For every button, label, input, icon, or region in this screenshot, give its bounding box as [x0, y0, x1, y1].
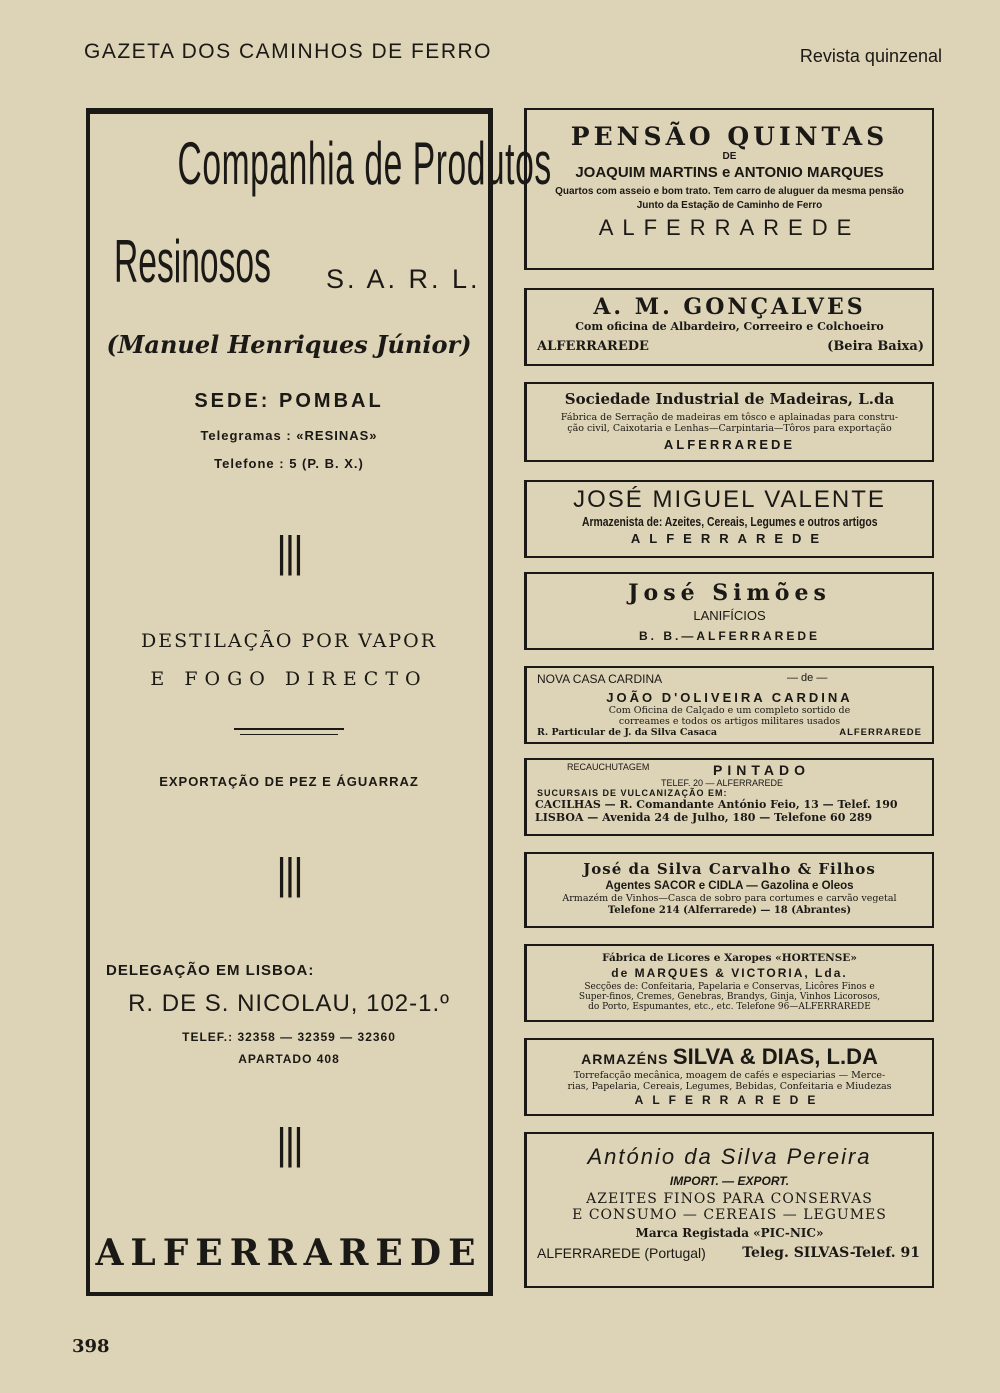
destilacao-line2: E FOGO DIRECTO — [150, 668, 428, 690]
journal-tagline: Revista quinzenal — [799, 46, 942, 66]
ad-town: B. B.—ALFERRAREDE — [638, 629, 820, 643]
ad-line: Armazém de Vinhos—Casca de sobro para cortumes e carvão vegetal — [562, 893, 897, 904]
ad-line: Marca Registada «PIC-NIC» — [635, 1226, 824, 1240]
company-title-line1: Companhia de Produtos — [177, 130, 552, 197]
main-advertisement — [86, 108, 552, 1296]
destilacao-line1: DESTILAÇÃO POR VAPOR — [140, 630, 438, 652]
ad-pensao-quintas — [524, 108, 934, 270]
ad-line: AZEITES FINOS PARA CONSERVAS — [586, 1191, 873, 1207]
company-owner: (Manuel Henriques Júnior) — [106, 330, 472, 359]
ad-name: A. M. GONÇALVES — [593, 294, 866, 320]
ad-name: JOSÉ MIGUEL VALENTE — [573, 486, 886, 513]
ad-street: R. Particular de J. da Silva Casaca — [537, 727, 718, 738]
ad-line: Super-finos, Cremes, Genebras, Brandys, Ginja, Vinhos Licorosos, — [578, 992, 881, 1002]
ad-town: ALFERRAREDE — [634, 1093, 825, 1107]
ad-line: TELEF. 20 — ALFERRAREDE — [661, 778, 784, 788]
ad-pintado — [524, 758, 934, 836]
delegacao-label: DELEGAÇÃO EM LISBOA: — [106, 962, 315, 979]
lisbon-apartado: APARTADO 408 — [238, 1052, 340, 1066]
ad-line: ção civil, Caixotaria e Lenhas—Carpintaria—Tôros para exportação — [567, 423, 892, 434]
divider-bars: ||| — [276, 1119, 302, 1169]
ad-line: do Porto, Espumantes, etc., etc. Telefone 96—ALFERRAREDE — [588, 1002, 871, 1012]
ad-town: ALFERRAREDE — [839, 727, 922, 738]
ad-line: Armazenista de: Azeites, Cereais, Legumes e outros artigos — [581, 514, 878, 529]
ad-name: Sociedade Industrial de Madeiras, L.da — [564, 390, 895, 408]
ad-line: Agentes SACOR e CIDLA — Gazolina e Oleos — [605, 880, 854, 892]
ad-town: ALFERRAREDE — [598, 215, 861, 240]
divider-rule — [234, 728, 344, 730]
ad-prefix: ARMAZÉNS — [581, 1051, 669, 1067]
ad-silva-pereira — [524, 1132, 934, 1288]
exportacao: EXPORTAÇÃO DE PEZ E ÁGUARRAZ — [159, 774, 419, 789]
ad-hortense — [524, 944, 934, 1022]
ad-line: Com oficina de Albardeiro, Correeiro e Colchoeiro — [575, 320, 884, 333]
ad-town: ALFERRAREDE — [537, 339, 649, 354]
ad-region: (Beira Baixa) — [827, 339, 924, 354]
ad-name: José da Silva Carvalho & Filhos — [583, 860, 876, 878]
ad-owners: JOAQUIM MARTINS e ANTONIO MARQUES — [575, 164, 884, 181]
ad-line: Secções de: Confeitaria, Papelaria e Conservas, Licôres Finos e — [584, 982, 875, 992]
ad-line: SUCURSAIS DE VULCANIZAÇÃO EM: — [537, 788, 728, 798]
ad-cardina — [524, 666, 934, 744]
divider-rule-thin — [240, 734, 338, 735]
ad-name: PENSÃO QUINTAS — [570, 122, 889, 151]
ad-line: Telefone 214 (Alferrarede) — 18 (Abrantes) — [607, 905, 852, 916]
ad-connector: — de — — [787, 672, 828, 684]
ad-line: Junto da Estação de Caminho de Ferro — [636, 200, 823, 211]
ad-line: LANIFÍCIOS — [693, 608, 766, 623]
ad-title: NOVA CASA CARDINA — [537, 672, 663, 686]
ad-connector: DE — [722, 151, 737, 162]
ad-name: de MARQUES & VICTORIA, Lda. — [611, 966, 848, 980]
divider-bars: ||| — [276, 849, 302, 899]
ad-line: IMPORT. — EXPORT. — [669, 1174, 790, 1188]
ad-simoes — [524, 572, 934, 650]
divider-bars: ||| — [276, 527, 302, 577]
company-title-line2: Resinosos — [114, 228, 271, 295]
ad-label: RECAUCHUTAGEM — [567, 762, 650, 772]
ad-line: Torrefacção mecânica, moagem de cafés e especiarias — Merce- — [573, 1070, 886, 1081]
ad-town: ALFERRAREDE — [630, 531, 829, 546]
ad-line: Fábrica de Serração de madeiras em tôsco e aplainadas para constru- — [560, 412, 899, 423]
ad-line: Com Oficina de Calçado e um completo sortido de — [608, 705, 851, 716]
ad-line: correames e todos os artigos militares usados — [618, 716, 841, 727]
ad-name: PINTADO — [713, 762, 810, 778]
ad-carvalho — [524, 852, 934, 928]
company-telefone: Telefone : 5 (P. B. X.) — [214, 456, 364, 471]
ad-silva-dias — [524, 1038, 934, 1116]
ad-town: ALFERRAREDE (Portugal) — [537, 1245, 706, 1261]
ad-line: CACILHAS — R. Comandante António Feio, 13 — Telef. 190 — [535, 798, 898, 811]
page-number: 398 — [72, 1336, 110, 1357]
ad-line: Quartos com asseio e bom trato. Tem carro de aluguer da mesma pensão — [555, 186, 904, 197]
ad-goncalves — [524, 288, 934, 366]
ad-valente — [524, 480, 934, 558]
ad-line: LISBOA — Avenida 24 de Julho, 180 — Telefone 60 289 — [535, 811, 873, 824]
lisbon-address: R. DE S. NICOLAU, 102-1.º — [128, 990, 450, 1017]
ad-name: António da Silva Pereira — [587, 1144, 872, 1169]
ad-town: ALFERRAREDE — [663, 437, 796, 452]
company-sede: SEDE: POMBAL — [194, 390, 384, 412]
ad-line: Fábrica de Licores e Xaropes «HORTENSE» — [602, 952, 857, 964]
main-ad-town: ALFERRAREDE — [95, 1232, 483, 1274]
ad-line: rias, Papelaria, Cereais, Legumes, Bebidas, Confeitaria e Miudezas — [567, 1081, 892, 1092]
ad-line: E CONSUMO — CEREAIS — LEGUMES — [572, 1207, 887, 1223]
journal-title: GAZETA DOS CAMINHOS DE FERRO — [84, 40, 492, 63]
ad-name: JOÃO D'OLIVEIRA CARDINA — [606, 690, 853, 705]
ad-madeiras — [524, 382, 934, 462]
lisbon-telephones: TELEF.: 32358 — 32359 — 32360 — [182, 1030, 396, 1044]
ad-name: José Simões — [628, 580, 831, 606]
ad-name: SILVA & DIAS, L.DA — [672, 1044, 878, 1069]
company-suffix: S. A. R. L. — [326, 264, 481, 294]
ad-teleg: Teleg. SILVAS-Telef. 91 — [742, 1245, 920, 1261]
company-telegramas: Telegramas : «RESINAS» — [200, 428, 378, 443]
